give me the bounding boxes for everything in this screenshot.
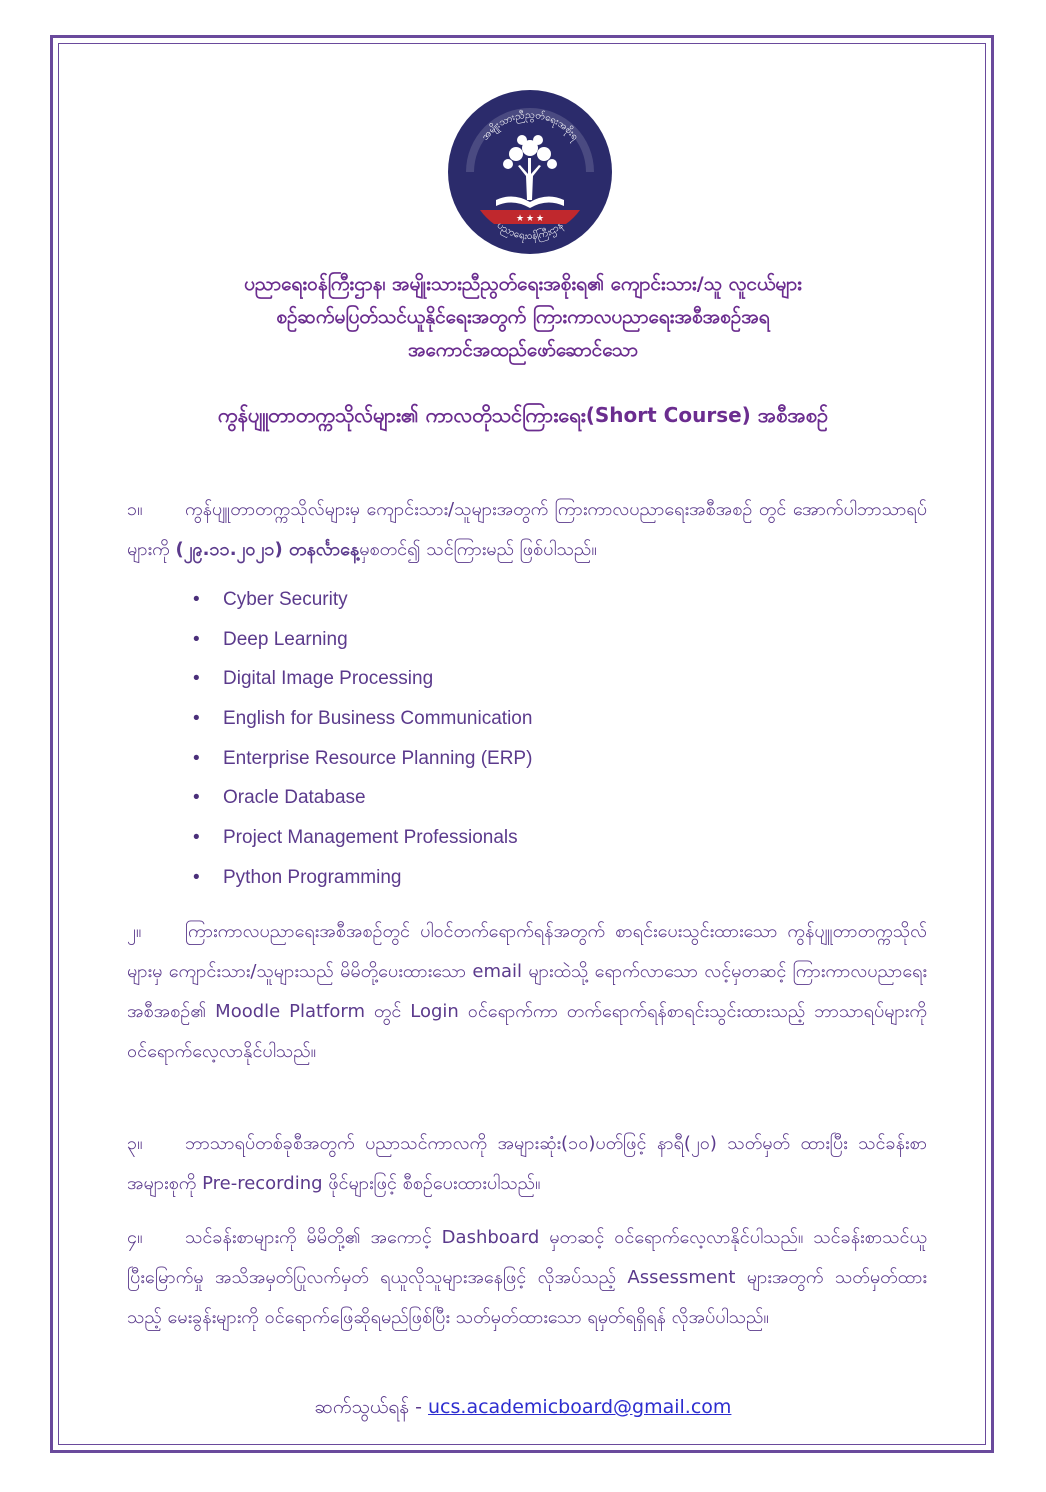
- bullet-icon: •: [193, 708, 200, 730]
- paragraph-2: [127, 912, 927, 1072]
- bullet-icon: •: [193, 628, 200, 650]
- course-name: Enterprise Resource Planning (ERP): [223, 747, 533, 769]
- contact-line: [0, 1395, 1046, 1423]
- contact-email-link[interactable]: ucs.academicboard@gmail.com: [428, 1396, 732, 1418]
- heading-line-3: အကောင်အထည်ဖော်ဆောင်သော: [408, 339, 638, 361]
- bullet-icon: •: [193, 747, 200, 769]
- paragraph-1-text-b: မှစတင်၍ သင်ကြားမည် ဖြစ်ပါသည်။: [359, 539, 597, 560]
- bullet-icon: •: [193, 827, 200, 849]
- list-item: [185, 818, 532, 858]
- course-name: Python Programming: [223, 866, 402, 888]
- heading-line-1: ပညာရေးဝန်ကြီးဌာန၊ အမျိုးသားညီညွတ်ရေးအစိုးရ၏ ကျောင်းသား/သူ လူငယ်များ: [244, 273, 802, 295]
- course-name: English for Business Communication: [223, 708, 533, 730]
- bullet-icon: •: [193, 787, 200, 809]
- course-name: Oracle Database: [223, 787, 366, 809]
- course-name: Project Management Professionals: [223, 827, 518, 849]
- page-title: ကွန်ပျူတာတက္ကသိုလ်များ၏ ကာလတိုသင်ကြားရေး(Short Course) အစီအစဉ်: [217, 403, 829, 427]
- paragraph-number: ၂။: [127, 921, 142, 942]
- start-date: (၂၉.၁၁.၂၀၂၁) တနင်္လာနေ့: [175, 539, 360, 560]
- svg-text:★: ★: [516, 214, 525, 224]
- course-name: Cyber Security: [223, 589, 348, 610]
- bullet-icon: •: [193, 866, 200, 888]
- logo-bottom-text: ပညာရေးဝန်ကြီးဌာန: [494, 219, 566, 243]
- list-item: [185, 620, 532, 660]
- list-item: [185, 580, 532, 620]
- paragraph-1-text-a: ကွန်ပျူတာတက္ကသိုလ်များမှ ကျောင်းသား/သူများအတွက် ကြားကာလပညာရေးအစီအစဉ် တွင် အောက်ပါဘာသာရပ်များကို: [127, 499, 927, 560]
- paragraph-number: ၁။: [127, 499, 143, 520]
- list-item: [185, 858, 532, 898]
- bullet-icon: •: [193, 668, 200, 690]
- svg-text:★: ★: [526, 214, 535, 224]
- course-name: Digital Image Processing: [223, 668, 434, 690]
- course-list: [185, 580, 532, 898]
- paragraph-1: [127, 490, 927, 570]
- paragraph-2-text: ကြားကာလပညာရေးအစီအစဉ်တွင် ပါဝင်တက်ရောက်ရန်အတွက် စာရင်းပေးသွင်းထားသော ကွန်ပျူတာတက္ကသိုလ်များမှ ကျောင်းသား/သူများသည် မိမိတို့ပေးထားသော email များထဲသို့ ရောက်လာသော လင့်မှတဆင့် ကြားကာလပညာရေးအစီအစဉ်၏ Moodle Platform တွင် Login ဝင်ရောက်ကာ တက်ရောက်ရန်စာရင်းသွင်းထားသည့် ဘာသာရပ်များကို ဝင်ရောက်လေ့လာနိုင်ပါသည်။: [127, 921, 927, 1062]
- list-item: [185, 699, 532, 739]
- bullet-icon: •: [193, 589, 200, 610]
- contact-label: ဆက်သွယ်ရန် -: [314, 1396, 429, 1418]
- list-item: [185, 778, 532, 818]
- star-icons: [516, 214, 544, 224]
- list-item: [185, 659, 532, 699]
- logo-top-text: အမျိုးသားညီညွတ်ရေးအစိုးရ: [479, 109, 581, 143]
- ministry-logo: [446, 88, 614, 256]
- paragraph-3-text: ဘာသာရပ်တစ်ခုစီအတွက် ပညာသင်ကာလကို အများဆုံး(၁၀)ပတ်ဖြင့် နာရီ(၂၀) သတ်မှတ် ထားပြီး သင်ခန်းစာအများစုကို Pre-recording ဖိုင်များဖြင့် စီစဉ်ပေးထားပါသည်။: [127, 1133, 927, 1194]
- paragraph-number: ၄။: [127, 1227, 143, 1248]
- header-block: [70, 268, 976, 367]
- paragraph-4-text: သင်ခန်းစာများကို မိမိတို့၏ အကောင့် Dashboard မှတဆင့် ဝင်ရောက်လေ့လာနိုင်ပါသည်။ သင်ခန်းစာသင်ယူပြီးမြောက်မှု အသိအမှတ်ပြုလက်မှတ် ရယူလိုသူများအနေဖြင့် လိုအပ်သည့် Assessment များအတွက် သတ်မှတ်ထားသည့် မေးခွန်းများကို ဝင်ရောက်ဖြေဆိုရမည်ဖြစ်ပြီး သတ်မှတ်ထားသော ရမှတ်ရရှိရန် လိုအပ်ပါသည်။: [127, 1227, 927, 1328]
- list-item: [185, 739, 532, 779]
- paragraph-3: [127, 1124, 927, 1204]
- course-name: Deep Learning: [223, 628, 348, 650]
- svg-text:★: ★: [536, 214, 545, 224]
- paragraph-number: ၃။: [127, 1133, 143, 1154]
- heading-line-2: စဉ်ဆက်မပြတ်သင်ယူနိုင်ရေးအတွက် ကြားကာလပညာရေးအစီအစဉ်အရ: [276, 306, 770, 328]
- paragraph-4: [127, 1218, 927, 1338]
